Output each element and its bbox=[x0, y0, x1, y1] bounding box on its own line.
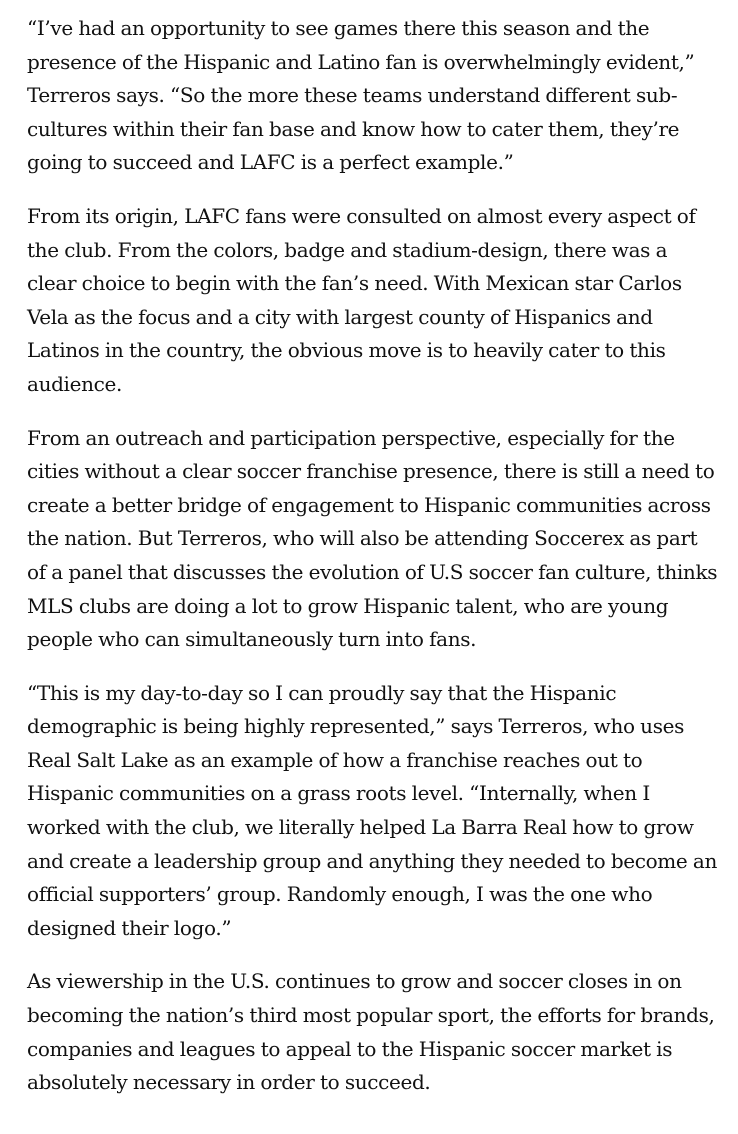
article-paragraph-conclusion: As viewership in the U.S. continues to grow and soccer closes in on becoming the nation’s third most popular sport, the efforts for brands, companies and leagues to appeal to the Hispanic soccer market is absolutely necessary in order to succeed. bbox=[27, 969, 715, 1095]
article-paragraph-outreach: From an outreach and participation perspective, especially for the cities without a clear soccer franchise presence, there is still a need to create a better bridge of engagement to Hispanic communities across the nation. But Terreros, who will also be attending Soccerex as part of a panel that discusses the evolution of U.S soccer fan culture, thinks MLS clubs are doing a lot to grow Hispanic talent, who are young people who can simultaneously turn into fans. bbox=[27, 425, 718, 652]
article-paragraph-terreros-quote: “I’ve had an opportunity to see games there this season and the presence of the Hispanic and Latino fan is overwhelmingly evident,” Terreros says. “So the more these teams understand different sub-cultures within their fan base and know how to cater them, they’re going to succeed and LAFC is a perfect example.” bbox=[27, 16, 695, 175]
article-paragraph-real-salt-lake: “This is my day-to-day so I can proudly say that the Hispanic demographic is being highly represented,” says Terreros, who uses Real Salt Lake as an example of how a franchise reaches out to Hispanic communities on a grass roots level. “Internally, when I worked with the club, we literally helped La Barra Real how to grow and create a leadership group and anything they needed to become an official supporters’ group. Randomly enough, I was the one who designed their logo.” bbox=[27, 680, 718, 940]
article-paragraph-lafc-origin: From its origin, LAFC fans were consulted on almost every aspect of the club. From the colors, badge and stadium-design, there was a clear choice to begin with the fan’s need. With Mexican star Carlos Vela as the focus and a city with largest county of Hispanics and Latinos in the country, the obvious move is to heavily cater to this audience. bbox=[27, 203, 696, 396]
